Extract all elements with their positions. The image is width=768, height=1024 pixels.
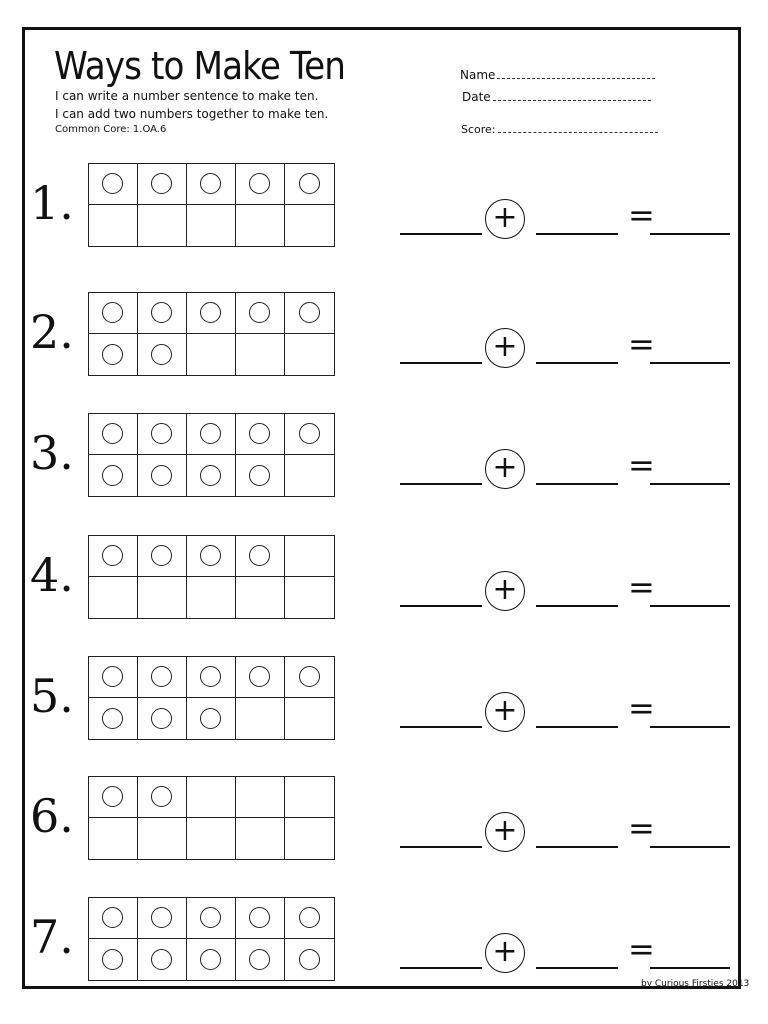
counter-circle (102, 173, 123, 194)
counter-circle (151, 907, 172, 928)
ten-frame-cell (138, 898, 187, 939)
problem-number: 3. (30, 426, 74, 480)
ten-frame-cell (138, 455, 187, 496)
counter-circle (151, 666, 172, 687)
problem-row (0, 897, 768, 987)
ten-frame-cell (138, 536, 187, 577)
plus-sign: + (485, 449, 525, 489)
counter-circle (299, 666, 320, 687)
ten-frame-cell (89, 577, 138, 618)
ten-frame-cell (89, 164, 138, 205)
counter-circle (151, 423, 172, 444)
sum-blank[interactable] (650, 362, 730, 364)
objective-1: I can write a number sentence to make ten. (55, 89, 319, 103)
ten-frame-cell (138, 334, 187, 375)
ten-frame-cell (187, 818, 236, 859)
ten-frame-cell (285, 577, 334, 618)
counter-circle (102, 708, 123, 729)
counter-circle (151, 786, 172, 807)
addend-1-blank[interactable] (400, 967, 482, 969)
ten-frame-cell (89, 657, 138, 698)
score-label: Score: (461, 123, 496, 136)
ten-frame-cell (236, 205, 285, 246)
ten-frame-cell (236, 536, 285, 577)
ten-frame-cell (187, 939, 236, 980)
ten-frame-cell (285, 898, 334, 939)
ten-frame-cell (138, 164, 187, 205)
addend-2-blank[interactable] (536, 967, 618, 969)
counter-circle (200, 907, 221, 928)
score-line[interactable] (498, 122, 658, 133)
counter-circle (249, 545, 270, 566)
ten-frame-cell (187, 777, 236, 818)
counter-circle (249, 465, 270, 486)
ten-frame-cell (138, 293, 187, 334)
ten-frame-cell (187, 293, 236, 334)
name-field[interactable] (460, 68, 655, 82)
counter-circle (200, 302, 221, 323)
counter-circle (249, 666, 270, 687)
ten-frame (88, 413, 335, 497)
counter-circle (151, 465, 172, 486)
ten-frame-cell (285, 818, 334, 859)
counter-circle (299, 423, 320, 444)
ten-frame-cell (138, 939, 187, 980)
problem-row (0, 656, 768, 746)
ten-frame-cell (236, 293, 285, 334)
ten-frame-cell (236, 898, 285, 939)
ten-frame-cell (285, 657, 334, 698)
equals-sign: = (628, 809, 655, 847)
ten-frame-cell (187, 536, 236, 577)
ten-frame-cell (285, 455, 334, 496)
ten-frame-cell (89, 536, 138, 577)
addend-1-blank[interactable] (400, 233, 482, 235)
problem-number: 5. (30, 669, 74, 723)
problem-row (0, 163, 768, 253)
ten-frame-cell (236, 777, 285, 818)
ten-frame-cell (285, 293, 334, 334)
ten-frame-cell (236, 455, 285, 496)
counter-circle (249, 907, 270, 928)
number-sentence (398, 809, 738, 862)
counter-circle (151, 708, 172, 729)
ten-frame-cell (89, 698, 138, 739)
standard-label: Common Core: 1.OA.6 (55, 124, 167, 135)
counter-circle (299, 173, 320, 194)
ten-frame-cell (285, 536, 334, 577)
counter-circle (200, 465, 221, 486)
ten-frame-cell (285, 164, 334, 205)
ten-frame-cell (236, 164, 285, 205)
counter-circle (102, 949, 123, 970)
ten-frame-cell (285, 334, 334, 375)
ten-frame (88, 292, 335, 376)
plus-sign: + (485, 328, 525, 368)
sum-blank[interactable] (650, 846, 730, 848)
objective-2: I can add two numbers together to make ten. (55, 107, 329, 121)
ten-frame-cell (138, 657, 187, 698)
addend-2-blank[interactable] (536, 233, 618, 235)
ten-frame-cell (89, 334, 138, 375)
ten-frame-cell (89, 818, 138, 859)
counter-circle (102, 545, 123, 566)
sum-blank[interactable] (650, 967, 730, 969)
counter-circle (200, 708, 221, 729)
ten-frame-cell (187, 205, 236, 246)
ten-frame-cell (138, 818, 187, 859)
ten-frame-cell (89, 293, 138, 334)
ten-frame-cell (89, 777, 138, 818)
ten-frame (88, 776, 335, 860)
counter-circle (102, 423, 123, 444)
counter-circle (102, 666, 123, 687)
sum-blank[interactable] (650, 726, 730, 728)
number-sentence (398, 689, 738, 742)
addend-1-blank[interactable] (400, 846, 482, 848)
counter-circle (102, 465, 123, 486)
ten-frame-cell (138, 577, 187, 618)
problem-row (0, 292, 768, 382)
problem-row (0, 413, 768, 503)
number-sentence (398, 325, 738, 378)
counter-circle (200, 173, 221, 194)
addend-2-blank[interactable] (536, 726, 618, 728)
counter-circle (102, 907, 123, 928)
problem-number: 4. (30, 548, 74, 602)
ten-frame-cell (187, 414, 236, 455)
ten-frame-cell (285, 205, 334, 246)
ten-frame-cell (89, 414, 138, 455)
plus-sign: + (485, 199, 525, 239)
ten-frame-cell (138, 414, 187, 455)
ten-frame-cell (187, 657, 236, 698)
counter-circle (299, 949, 320, 970)
date-line[interactable] (493, 90, 651, 101)
addend-2-blank[interactable] (536, 362, 618, 364)
number-sentence (398, 568, 738, 621)
counter-circle (299, 302, 320, 323)
addend-2-blank[interactable] (536, 846, 618, 848)
counter-circle (151, 949, 172, 970)
counter-circle (102, 302, 123, 323)
ten-frame-cell (187, 898, 236, 939)
ten-frame-cell (187, 698, 236, 739)
ten-frame-cell (236, 698, 285, 739)
ten-frame-cell (187, 455, 236, 496)
counter-circle (151, 302, 172, 323)
counter-circle (249, 423, 270, 444)
date-label: Date (462, 90, 491, 104)
ten-frame-cell (89, 205, 138, 246)
problem-row (0, 535, 768, 625)
addend-1-blank[interactable] (400, 605, 482, 607)
ten-frame (88, 897, 335, 981)
equals-sign: = (628, 930, 655, 968)
plus-sign: + (485, 571, 525, 611)
equals-sign: = (628, 568, 655, 606)
counter-circle (151, 173, 172, 194)
ten-frame-cell (236, 939, 285, 980)
ten-frame-cell (236, 414, 285, 455)
sum-blank[interactable] (650, 483, 730, 485)
equals-sign: = (628, 689, 655, 727)
addend-2-blank[interactable] (536, 605, 618, 607)
counter-circle (200, 545, 221, 566)
equals-sign: = (628, 325, 655, 363)
addend-1-blank[interactable] (400, 483, 482, 485)
problem-row (0, 776, 768, 866)
sum-blank[interactable] (650, 233, 730, 235)
sum-blank[interactable] (650, 605, 730, 607)
ten-frame-cell (285, 939, 334, 980)
name-label: Name (460, 68, 496, 82)
problem-number: 7. (30, 910, 74, 964)
ten-frame-cell (89, 455, 138, 496)
ten-frame-cell (236, 577, 285, 618)
score-field[interactable] (461, 122, 658, 136)
equals-sign: = (628, 446, 655, 484)
plus-sign: + (485, 812, 525, 852)
ten-frame-cell (89, 898, 138, 939)
counter-circle (102, 344, 123, 365)
counter-circle (200, 423, 221, 444)
addend-1-blank[interactable] (400, 726, 482, 728)
counter-circle (249, 302, 270, 323)
addend-2-blank[interactable] (536, 483, 618, 485)
counter-circle (200, 949, 221, 970)
worksheet-title: Ways to Make Ten (54, 44, 346, 88)
date-field[interactable] (462, 90, 651, 104)
ten-frame (88, 535, 335, 619)
number-sentence (398, 930, 738, 983)
problem-number: 2. (30, 305, 74, 359)
ten-frame-cell (236, 334, 285, 375)
counter-circle (249, 173, 270, 194)
ten-frame-cell (236, 657, 285, 698)
ten-frame-cell (89, 939, 138, 980)
ten-frame-cell (138, 777, 187, 818)
counter-circle (299, 907, 320, 928)
ten-frame (88, 163, 335, 247)
number-sentence (398, 446, 738, 499)
ten-frame-cell (187, 164, 236, 205)
problem-number: 6. (30, 789, 74, 843)
counter-circle (249, 949, 270, 970)
plus-sign: + (485, 933, 525, 973)
counter-circle (102, 786, 123, 807)
counter-circle (151, 545, 172, 566)
ten-frame-cell (236, 818, 285, 859)
number-sentence (398, 196, 738, 249)
counter-circle (200, 666, 221, 687)
ten-frame-cell (285, 414, 334, 455)
equals-sign: = (628, 196, 655, 234)
ten-frame-cell (187, 334, 236, 375)
problem-number: 1. (30, 176, 74, 230)
name-line[interactable] (497, 68, 655, 79)
ten-frame-cell (285, 698, 334, 739)
counter-circle (151, 344, 172, 365)
ten-frame-cell (187, 577, 236, 618)
credit-text: by Curious Firsties 2013 (641, 979, 750, 989)
addend-1-blank[interactable] (400, 362, 482, 364)
ten-frame-cell (138, 205, 187, 246)
ten-frame-cell (285, 777, 334, 818)
ten-frame (88, 656, 335, 740)
ten-frame-cell (138, 698, 187, 739)
plus-sign: + (485, 692, 525, 732)
